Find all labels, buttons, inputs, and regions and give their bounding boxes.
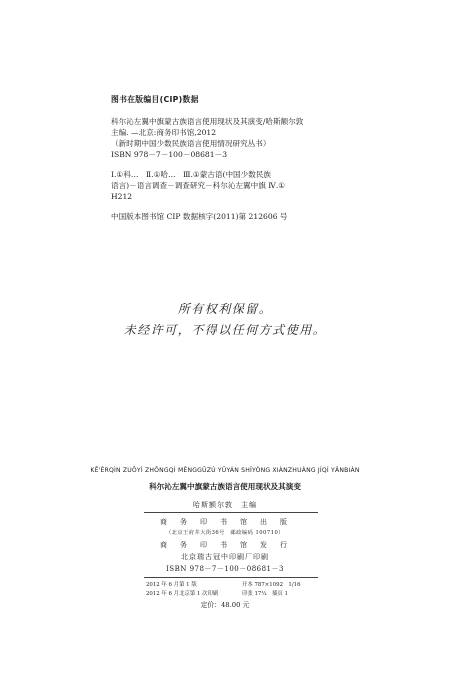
divider — [144, 577, 318, 578]
print-info-row — [146, 589, 326, 597]
pinyin-title: KĒ'ĚRQÌN ZUǑYÌ ZHŌNGQÍ MĚNGGǓZÚ YǓYÁN SHǏYÒNG XIÀNZHUÀNG JÍQÍ YǍNBIÀN — [90, 467, 360, 474]
price: 定价：48.00 元 — [200, 601, 250, 609]
distributor: 商 务 印 书 馆 发 行 — [160, 541, 290, 549]
divider — [144, 512, 318, 513]
printer: 北京瑞古冠中印刷厂印刷 — [181, 553, 269, 561]
book-author: 哈斯额尔敦 主编 — [193, 501, 257, 509]
colophon-isbn: ISBN 978－7－100－08681－3 — [166, 565, 284, 573]
cip-line: 科尔沁左翼中旗蒙古族语言使用现状及其演变/哈斯额尔敦 — [111, 117, 304, 126]
cip-subject-line: H212 — [111, 192, 133, 201]
sheets-info: 印张 17¼ 插页 1 — [242, 591, 288, 597]
rights-notice: 未经许可，不得以任何方式使用。 — [123, 323, 327, 337]
rights-reserved: 所有权利保留。 — [177, 302, 273, 316]
cip-block — [111, 94, 411, 222]
edition-date: 2012 年 6 月第 1 版 — [146, 582, 197, 588]
book-title: 科尔沁左翼中旗蒙古族语言使用现状及其演变 — [149, 482, 301, 491]
cip-isbn: ISBN 978－7－100－08681－3 — [111, 150, 228, 159]
print-info-row — [146, 580, 326, 588]
cip-number: 中国版本图书馆 CIP 数据核字(2011)第 212606 号 — [111, 212, 288, 221]
printing-date: 2012 年 6 月北京第 1 次印刷 — [146, 591, 219, 597]
format-size: 开本 787×1092 1/16 — [242, 582, 301, 588]
cip-line: 主编. —北京:商务印书馆,2012 — [111, 128, 217, 137]
cip-line: （新时期中国少数民族语言使用情况研究丛书） — [111, 139, 271, 148]
cip-subject-line: 语言)－语言调查－调查研究－科尔沁左翼中旗 Ⅳ.① — [111, 181, 286, 190]
publisher-address: （北京王府井大街36号 邮政编码 100710） — [166, 530, 284, 536]
publisher: 商 务 印 书 馆 出 版 — [160, 518, 290, 526]
cip-subject-line: Ⅰ.①科… Ⅱ.①哈… Ⅲ.①蒙古语(中国少数民族 — [111, 170, 272, 179]
cip-title: 图书在版编目(CIP)数据 — [111, 95, 199, 104]
